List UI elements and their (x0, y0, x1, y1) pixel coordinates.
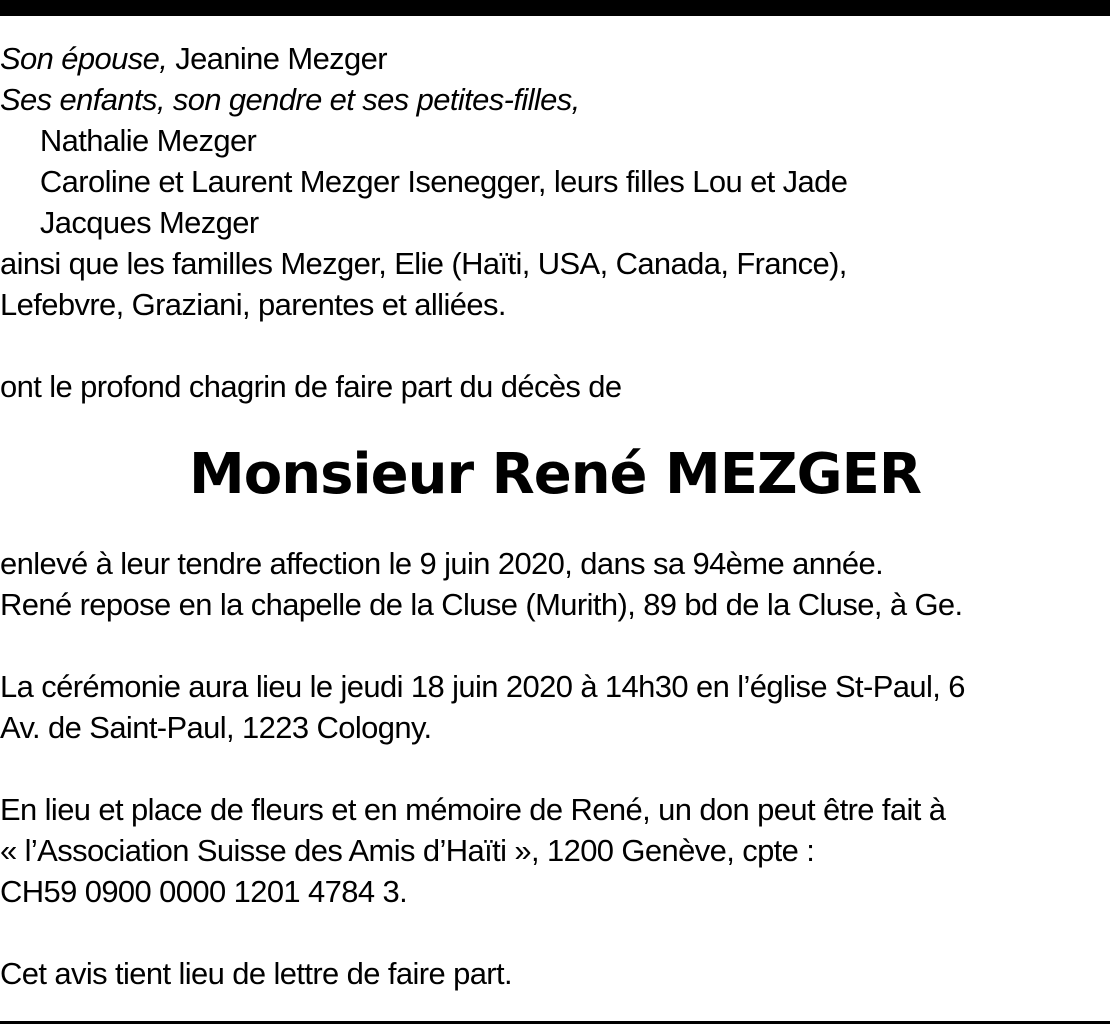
donation-line: « l’Association Suisse des Amis d’Haïti », 1200 Genève, cpte : (0, 833, 815, 868)
deceased-name-heading: Monsieur René MEZGER (189, 442, 921, 507)
closing-line: Cet avis tient lieu de lettre de faire part. (0, 956, 513, 991)
donation-line: En lieu et place de fleurs et en mémoire de René, un don peut être fait à (0, 792, 946, 827)
other-family-line: Lefebvre, Graziani, parentes et alliées. (0, 287, 506, 322)
child-line: Nathalie Mezger (39, 123, 257, 158)
announcement-line: ont le profond chagrin de faire part du décès de (0, 369, 622, 404)
paragraph-gap (0, 325, 1110, 366)
top-rule (0, 0, 1110, 16)
bottom-rule (0, 1021, 1110, 1024)
death-info-line: René repose en la chapelle de la Cluse (Murith), 89 bd de la Cluse, à Ge. (0, 587, 963, 622)
ceremony-line: La cérémonie aura lieu le jeudi 18 juin 2020 à 14h30 en l’église St-Paul, 6 (0, 669, 965, 704)
donation-line: CH59 0900 0000 1201 4784 3. (0, 874, 408, 909)
death-info-line: enlevé à leur tendre affection le 9 juin 2020, dans sa 94ème année. (0, 546, 884, 581)
child-line: Jacques Mezger (39, 205, 259, 240)
spouse-name: Jeanine Mezger (167, 41, 387, 76)
paragraph-gap (0, 748, 1110, 789)
obituary-notice (0, 38, 1110, 994)
other-family-line: ainsi que les familles Mezger, Elie (Haïti, USA, Canada, France), (0, 246, 847, 281)
paragraph-gap (0, 912, 1110, 953)
ceremony-line: Av. de Saint-Paul, 1223 Cologny. (0, 710, 432, 745)
children-label: Ses enfants, son gendre et ses petites-filles, (0, 82, 580, 117)
child-line: Caroline et Laurent Mezger Isenegger, leurs filles Lou et Jade (39, 164, 848, 199)
spouse-line (0, 38, 1108, 79)
paragraph-gap (0, 625, 1110, 666)
spouse-label: Son épouse, (0, 41, 168, 76)
